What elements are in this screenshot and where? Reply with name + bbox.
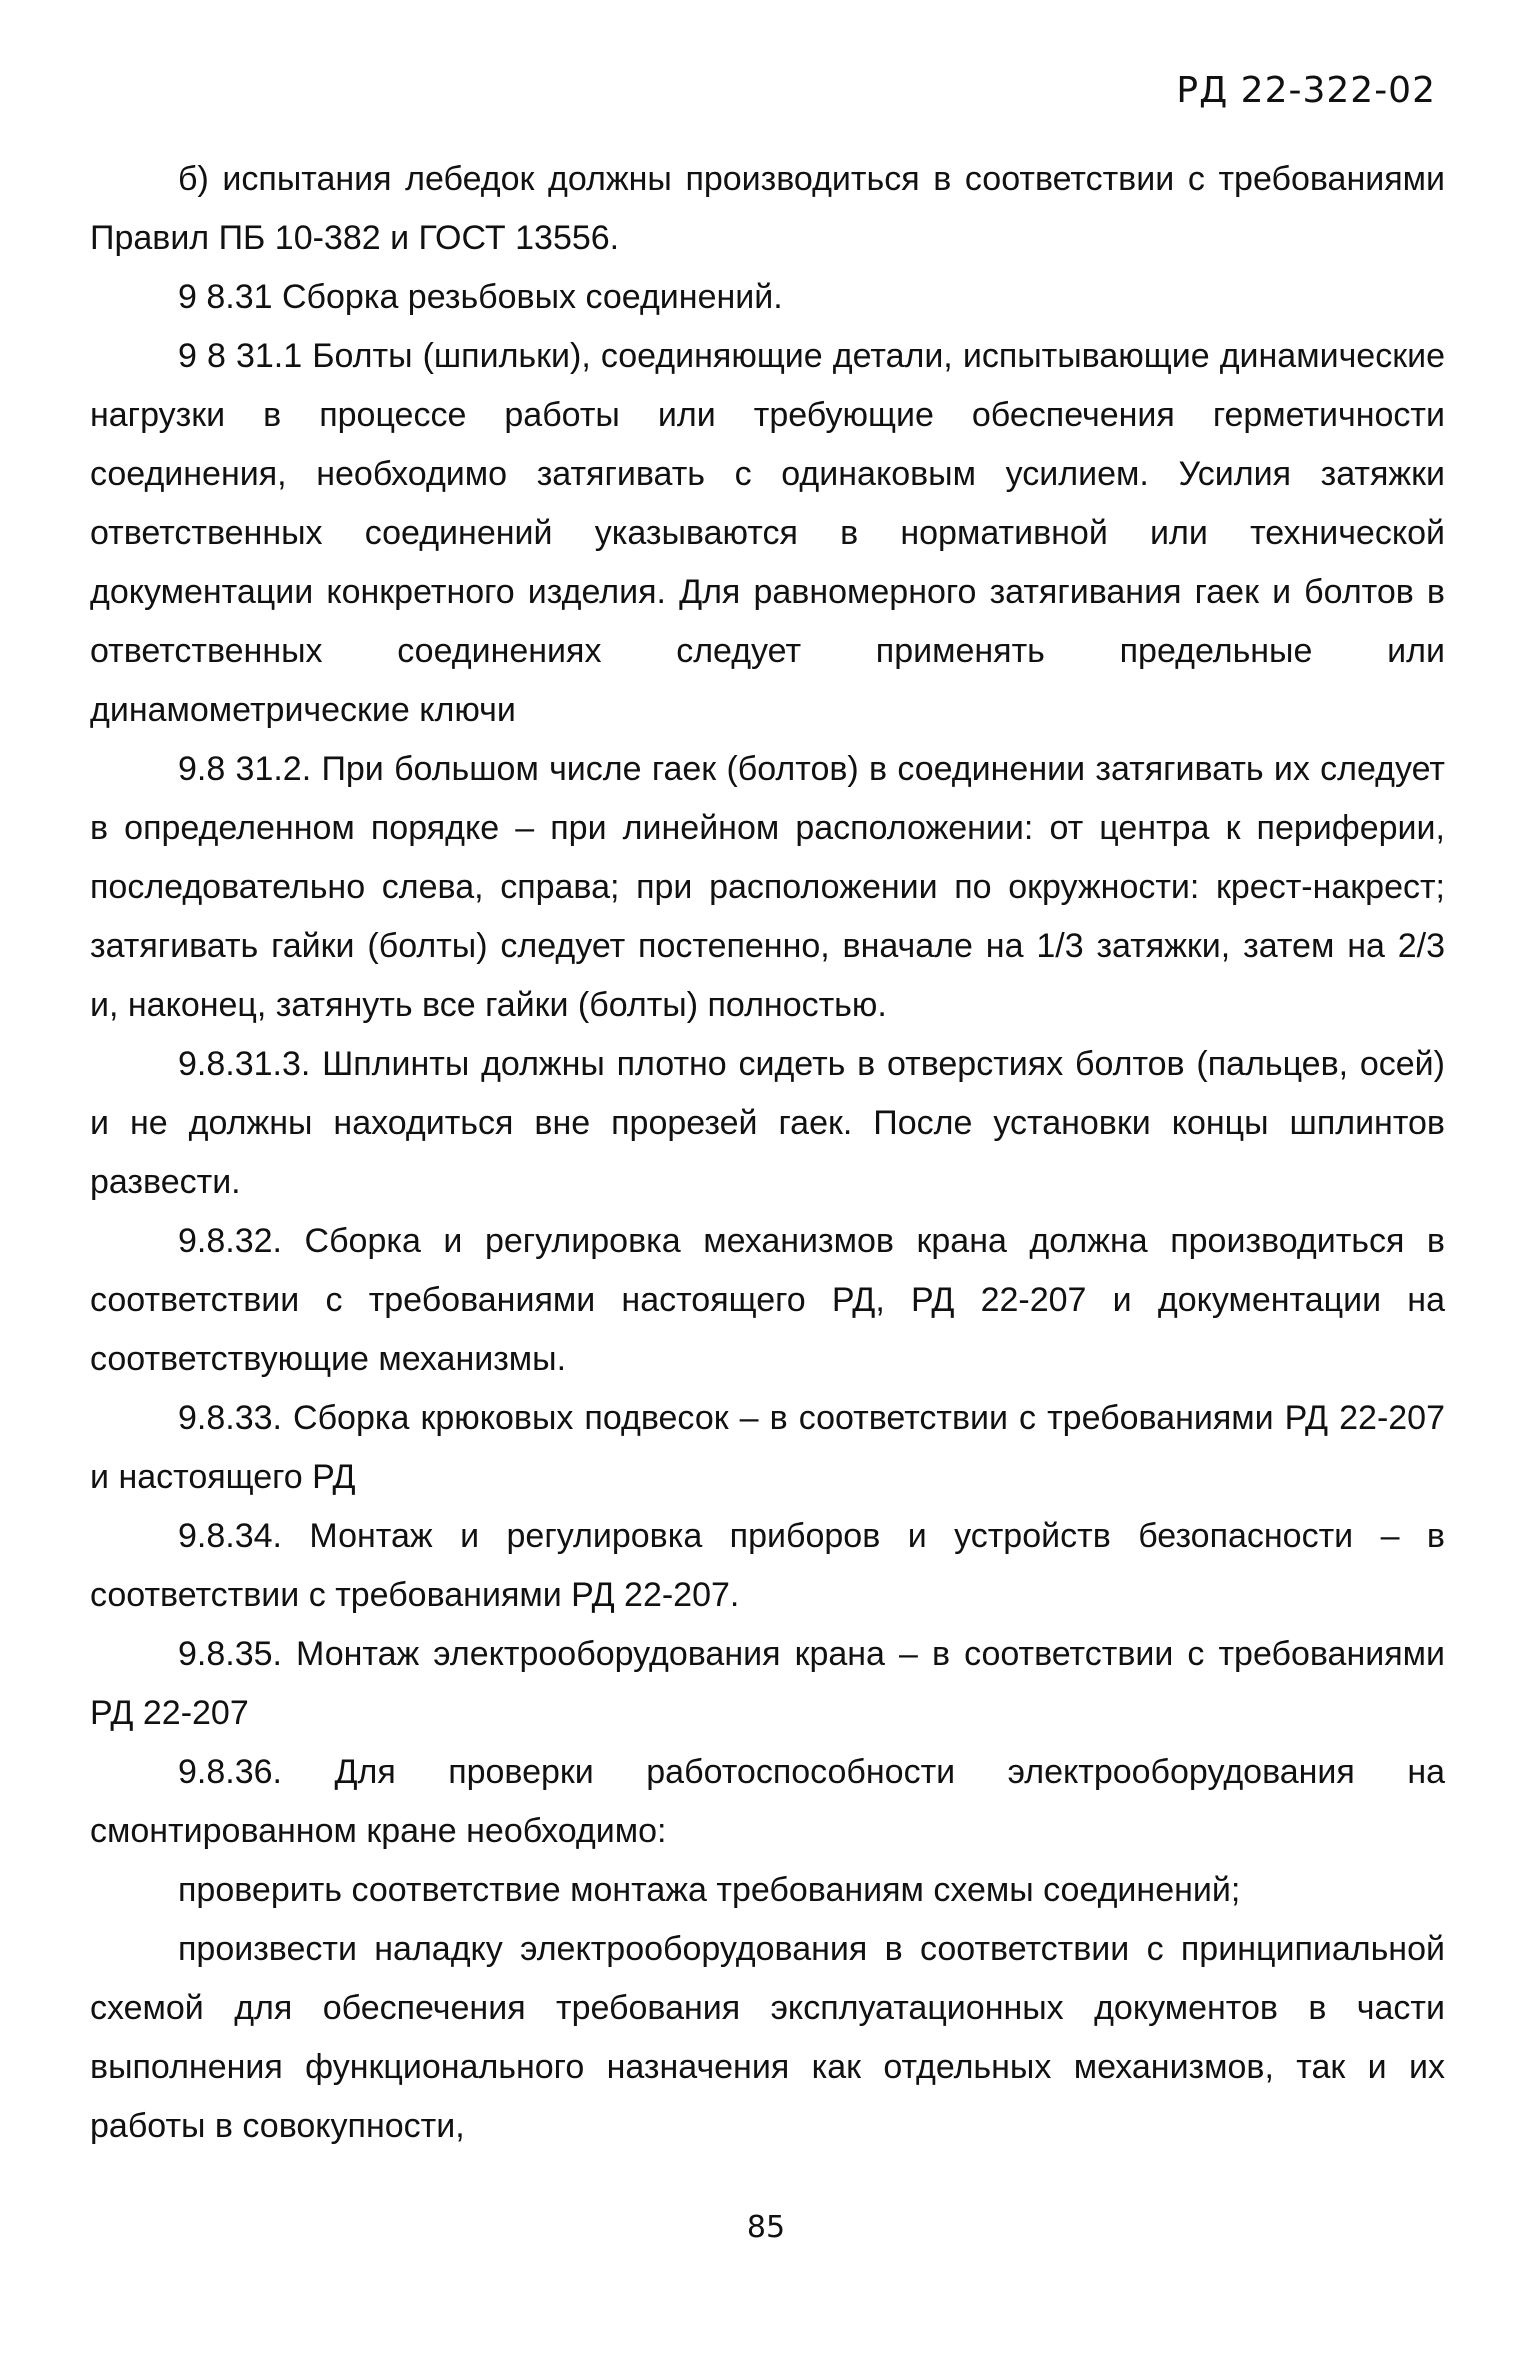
paragraph-9-8-31-2: 9.8 31.2. При большом числе гаек (болтов) в соединении затягивать их следует в определенном порядке – при линейном расположении: от центра к периферии, последовательно слева, справа; при расположении по окружности: крест-накрест; затягивать гайки (болты) следует постепенно, вначале на 1/3 затяжки, затем на 2/3 и, наконец, затянуть все гайки (болты) полностью.: [90, 750, 1445, 1024]
paragraph-9-8-33: 9.8.33. Сборка крюковых подвесок – в соответствии с требованиями РД 22-207 и настоящего РД: [90, 1399, 1445, 1496]
paragraph-9-8-31-3: 9.8.31.3. Шплинты должны плотно сидеть в отверстиях болтов (пальцев, осей) и не должны находиться вне прорезей гаек. После установки концы шплинтов развести.: [90, 1045, 1445, 1201]
document-code-header: РД 22-322-02: [1176, 70, 1436, 111]
paragraph-9-8-35: 9.8.35. Монтаж электрооборудования крана – в соответствии с требованиями РД 22-207: [90, 1635, 1445, 1732]
paragraph-9-8-32: 9.8.32. Сборка и регулировка механизмов крана должна производиться в соответствии с требованиями настоящего РД, РД 22-207 и документации на соответствующие механизмы.: [90, 1222, 1445, 1378]
document-body: [90, 150, 1445, 2156]
paragraph-9-8-34: 9.8.34. Монтаж и регулировка приборов и устройств безопасности – в соответствии с требованиями РД 22-207.: [90, 1517, 1445, 1614]
paragraph-9-8-31-1: 9 8 31.1 Болты (шпильки), соединяющие детали, испытывающие динамические нагрузки в процессе работы или требующие обеспечения герметичности соединения, необходимо затягивать с одинаковым усилием. Усилия затяжки ответственных соединений указываются в нормативной или технической документации конкретного изделия. Для равномерного затягивания гаек и болтов в ответственных соединениях следует применять предельные или динамометрические ключи: [90, 337, 1445, 729]
paragraph-9-8-36: 9.8.36. Для проверки работоспособности электрооборудования на смонтированном кране необходимо:: [90, 1753, 1445, 1850]
paragraph-commissioning: произвести наладку электрооборудования в соответствии с принципиальной схемой для обеспечения требования эксплуатационных документов в части выполнения функционального назначения как отдельных механизмов, так и их работы в совокупности,: [90, 1930, 1445, 2145]
paragraph-winch-tests: б) испытания лебедок должны производиться в соответствии с требованиями Правил ПБ 10-382 и ГОСТ 13556.: [90, 160, 1445, 257]
page-number: 85: [746, 2210, 786, 2245]
paragraph-check-wiring: проверить соответствие монтажа требованиям схемы соединений;: [178, 1871, 1241, 1909]
paragraph-9-8-31-title: 9 8.31 Сборка резьбовых соединений.: [178, 278, 783, 316]
